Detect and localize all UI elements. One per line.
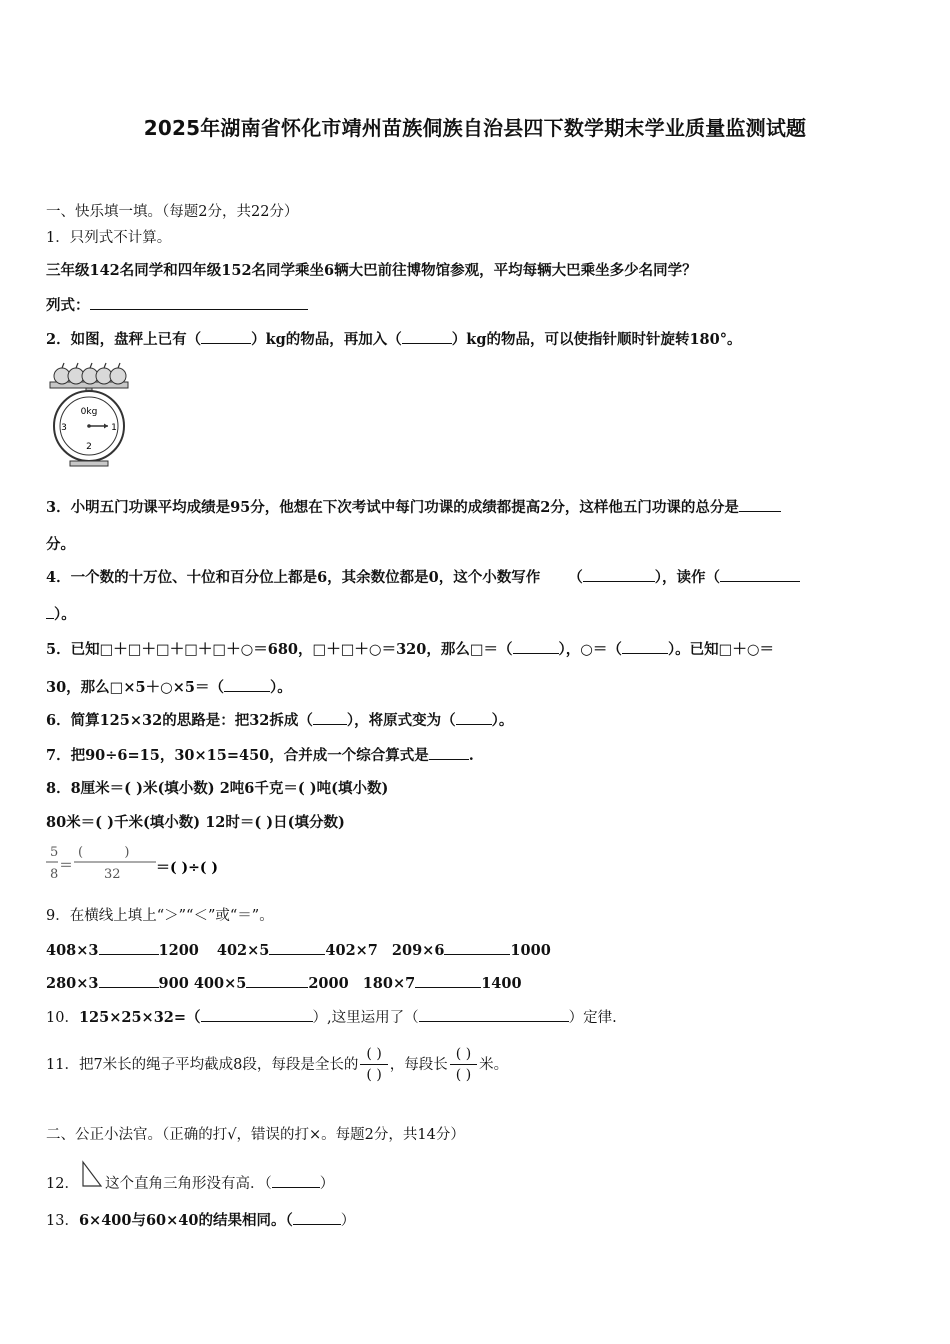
question-number: 2． — [46, 331, 71, 348]
question-text: 一个数的十万位、十位和百分位上都是6，其余数位都是0，这个小数写作 — [70, 569, 541, 586]
dial-label-top: 0kg — [80, 407, 98, 417]
compare-blank[interactable] — [415, 973, 481, 988]
answer-blank[interactable] — [272, 1173, 320, 1188]
question-9-row2 — [46, 973, 522, 994]
compare-blank[interactable] — [99, 973, 159, 988]
expression: 2000 — [308, 975, 349, 992]
question-text: ，每段长 — [389, 1056, 448, 1073]
question-number: 4． — [46, 569, 71, 586]
expression: 180×7 — [362, 975, 416, 992]
question-text: 把7米长的绳子平均截成8段，每段是全长的 — [78, 1056, 359, 1073]
blank-numerator[interactable]: ( ) — [78, 845, 130, 860]
question-text: ）kg的物品，可以使指针顺时针旋转180°。 — [451, 331, 742, 348]
expression: 209×6 — [391, 942, 445, 959]
question-number: 1． — [46, 230, 70, 246]
expression: 402×5 — [216, 942, 270, 959]
compare-blank[interactable] — [444, 940, 510, 955]
answer-blank-cont[interactable] — [46, 604, 54, 619]
question-number: 11． — [46, 1056, 79, 1073]
expression: 900 400×5 — [158, 975, 247, 992]
question-text: ），将原式变为（ — [346, 712, 456, 729]
answer-blank[interactable] — [622, 639, 668, 654]
question-text: 简算125×32的思路是：把32拆成（ — [70, 712, 313, 729]
right-triangle-icon — [79, 1160, 105, 1190]
question-text: ）kg的物品，再加入（ — [251, 331, 402, 348]
question-3 — [46, 497, 781, 518]
answer-blank[interactable] — [293, 1210, 341, 1225]
scale-illustration — [46, 358, 136, 470]
question-number: 12． — [46, 1176, 79, 1192]
question-3-unit: 分。 — [46, 536, 75, 553]
dial-label-left: 3 — [61, 423, 67, 433]
answer-blank[interactable] — [720, 567, 800, 582]
question-5-line1 — [46, 639, 774, 660]
question-1-answer — [46, 295, 308, 316]
punctuation: . — [468, 747, 474, 764]
fraction-numerator: ( ) — [366, 1046, 382, 1062]
question-text: 米。 — [479, 1056, 509, 1073]
fraction-blank[interactable] — [450, 1044, 477, 1085]
question-text: ），○＝（ — [558, 641, 622, 658]
question-text: （ — [568, 569, 583, 586]
question-8-line2: 80米＝( )千米(填小数) 12时＝( )日(填分数) — [46, 814, 345, 831]
question-text: 小明五门功课平均成绩是95分，他想在下次考试中每门功课的成绩都提高2分，这样他五门功课的总分是 — [70, 499, 739, 516]
punctuation: ） — [340, 1213, 356, 1229]
question-number: 5． — [46, 641, 71, 658]
answer-label: 列式： — [46, 297, 90, 314]
question-number: 7． — [46, 747, 71, 764]
section1-heading: 一、快乐填一填。（每题2分，共22分） — [46, 204, 299, 220]
question-text: ）。 — [54, 606, 76, 623]
question-11 — [46, 1044, 508, 1085]
question-5-line2 — [46, 677, 292, 698]
question-number: 9． — [46, 908, 70, 924]
question-4 — [46, 567, 800, 588]
question-1-stem — [46, 228, 171, 248]
page-title: 2025年湖南省怀化市靖州苗族侗族自治县四下数学期末学业质量监测试题 — [143, 116, 807, 140]
dial-label-bottom: 2 — [86, 442, 92, 452]
question-text: 把90÷6=15，30×15=450，合并成一个综合算式是 — [70, 747, 429, 764]
svg-text:＝: ＝ — [59, 858, 73, 874]
question-6 — [46, 710, 513, 731]
question-text: ）。已知□＋○＝ — [667, 641, 775, 658]
answer-blank[interactable] — [419, 1007, 569, 1022]
compare-blank[interactable] — [246, 973, 308, 988]
expression: 1000 — [510, 942, 551, 959]
compare-blank[interactable] — [99, 940, 159, 955]
question-text: ）定律. — [568, 1010, 617, 1026]
question-8-line1 — [46, 779, 388, 799]
answer-blank[interactable] — [201, 329, 251, 344]
fraction-numerator: 5 — [50, 845, 59, 860]
answer-blank[interactable] — [201, 1007, 313, 1022]
expression: 1200 — [158, 942, 199, 959]
question-text: 6×400与60×40的结果相同。（ — [78, 1212, 293, 1229]
answer-blank[interactable] — [402, 329, 452, 344]
question-7 — [46, 745, 474, 766]
question-number: 6． — [46, 712, 71, 729]
question-10 — [46, 1007, 617, 1028]
question-8-fraction — [44, 842, 244, 884]
question-text: 如图，盘秤上已有（ — [70, 331, 202, 348]
question-text: ）。 — [270, 679, 292, 696]
fraction-denominator: ( ) — [450, 1064, 477, 1085]
fraction-blank[interactable] — [360, 1044, 387, 1085]
punctuation: ） — [319, 1176, 335, 1192]
question-9-row1 — [46, 940, 551, 961]
question-text: 30，那么□×5＋○×5＝（ — [46, 679, 225, 696]
scale-base — [70, 461, 108, 466]
question-text: 已知□＋□＋□＋□＋□＋○＝680，□＋□＋○＝320，那么□＝（ — [70, 641, 513, 658]
question-text: 在横线上填上“＞”“＜”或“＝”。 — [69, 908, 274, 924]
question-9 — [46, 906, 274, 926]
answer-blank[interactable] — [313, 710, 347, 725]
fraction-denominator: 8 — [50, 867, 59, 882]
expression: 402×7 — [325, 942, 378, 959]
question-number: 3． — [46, 499, 71, 516]
fraction-numerator: ( ) — [455, 1046, 472, 1062]
question-text: ）,这里运用了（ — [312, 1010, 419, 1026]
dial-label-right: 1 — [111, 423, 117, 433]
answer-blank[interactable] — [739, 497, 781, 512]
answer-blank[interactable] — [429, 745, 469, 760]
question-12 — [46, 1160, 334, 1194]
section2-heading: 二、公正小法官。（正确的打√，错误的打×。每题2分，共14分） — [46, 1127, 465, 1143]
question-number: 8． — [46, 780, 71, 797]
expression: 408×3 — [46, 942, 99, 959]
question-4-cont — [46, 604, 76, 625]
expression: 1400 — [481, 975, 522, 992]
question-text: 只列式不计算。 — [69, 230, 172, 246]
question-text: 8厘米＝( )米(填小数) 2吨6千克＝( )吨(填小数) — [70, 780, 389, 797]
answer-blank[interactable] — [583, 567, 655, 582]
question-text: ）。 — [491, 712, 514, 729]
answer-blank[interactable] — [90, 295, 308, 310]
fraction-denominator: ( ) — [360, 1064, 387, 1085]
expression: 280×3 — [46, 975, 99, 992]
question-2 — [46, 329, 741, 350]
answer-blank[interactable] — [224, 677, 270, 692]
answer-blank[interactable] — [456, 710, 492, 725]
answer-blank[interactable] — [513, 639, 559, 654]
apples — [54, 363, 126, 384]
question-text: 这个直角三角形没有高．（ — [104, 1176, 272, 1192]
question-number: 10． — [46, 1010, 79, 1026]
question-13 — [46, 1210, 355, 1231]
question-number: 13． — [46, 1213, 79, 1229]
blank-denominator: 32 — [104, 867, 121, 882]
compare-blank[interactable] — [269, 940, 325, 955]
question-text: 125×25×32=（ — [78, 1009, 201, 1026]
question-1-text: 三年级142名同学和四年级152名同学乘坐6辆大巴前往博物馆参观，平均每辆大巴乘坐多少名同学？ — [46, 262, 697, 279]
question-text: ），读作（ — [654, 569, 721, 586]
fraction-tail: ＝( )÷( ) — [156, 860, 218, 876]
